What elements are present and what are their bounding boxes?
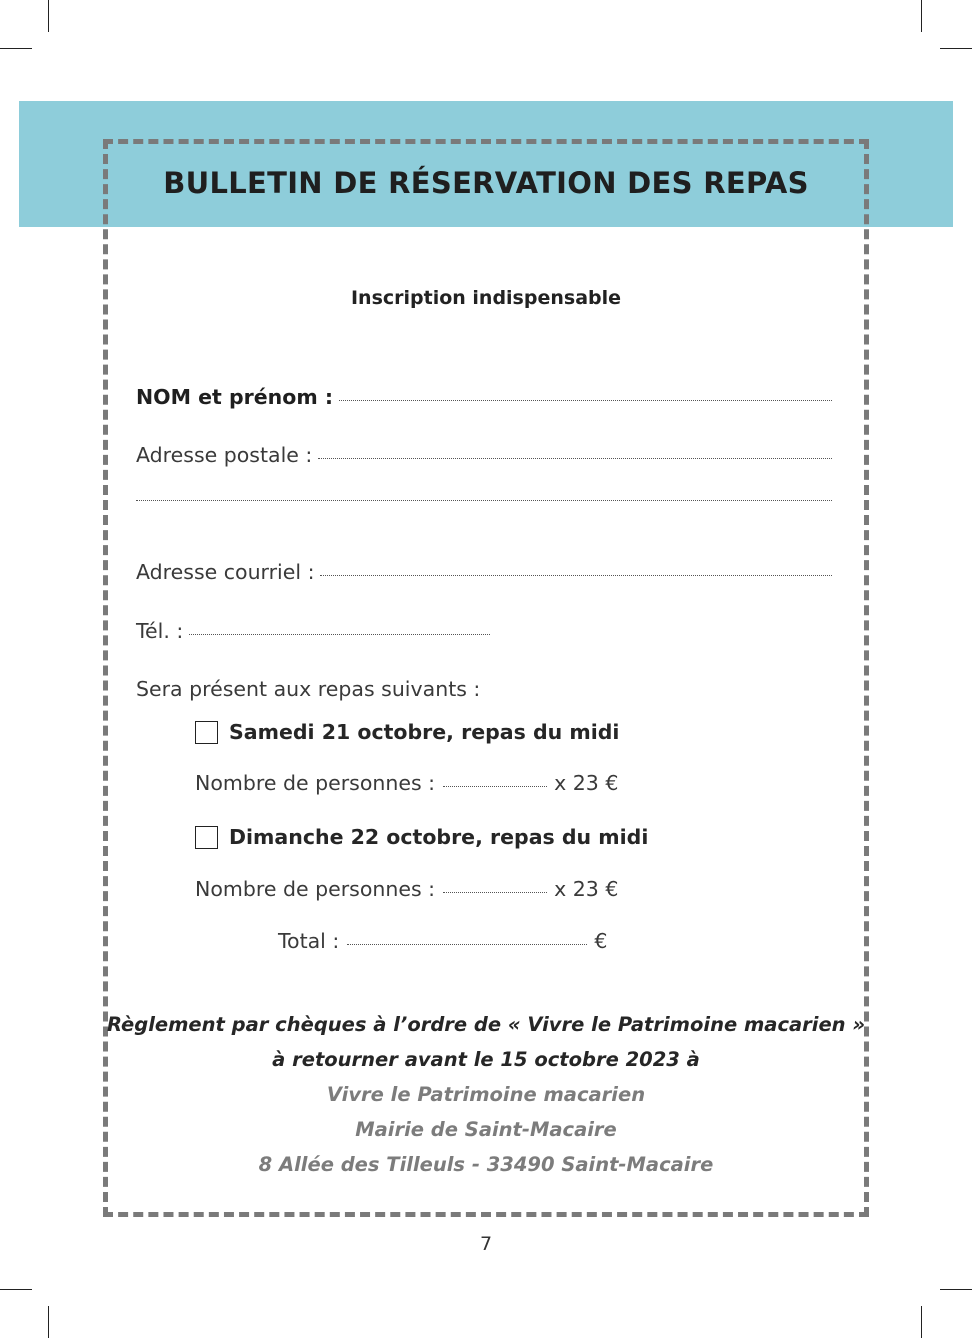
name-label: NOM et prénom : [136,385,334,409]
address-organization: Vivre le Patrimoine macarien [326,1083,646,1106]
meal-sunday-row [195,825,648,849]
saturday-persons-field[interactable] [443,786,547,787]
crop-mark [48,1306,49,1338]
saturday-persons-row [195,771,618,795]
total-unit: € [594,929,608,953]
address-field[interactable] [318,458,832,459]
crop-mark [940,48,972,49]
phone-label: Tél. : [136,619,184,643]
total-label: Total : [278,929,340,953]
meal-saturday-checkbox[interactable] [195,721,218,744]
form-title: BULLETIN DE RÉSERVATION DES REPAS [163,166,809,200]
address-street: 8 Allée des Tilleuls - 33490 Saint-Macaire [258,1153,714,1176]
address-line-2-row [136,503,832,504]
sunday-persons-field[interactable] [443,892,547,893]
sunday-persons-row [195,877,618,901]
payment-deadline: à retourner avant le 15 octobre 2023 à [272,1048,700,1071]
crop-mark [921,1306,922,1338]
form-subtitle: Inscription indispensable [350,287,622,309]
page-number: 7 [479,1233,493,1255]
crop-mark [0,1289,32,1290]
crop-mark [48,0,49,32]
name-row [136,385,832,409]
address-mairie: Mairie de Saint-Macaire [355,1118,617,1141]
name-field[interactable] [339,400,832,401]
meal-sunday-label: Dimanche 22 octobre, repas du midi [229,825,649,849]
saturday-persons-label: Nombre de personnes : [195,771,436,795]
address-row [136,443,832,467]
phone-row [136,619,490,643]
total-row [278,929,607,953]
meal-saturday-row [195,720,619,744]
phone-field[interactable] [189,634,490,635]
meal-sunday-checkbox[interactable] [195,826,218,849]
email-label: Adresse courriel : [136,560,315,584]
crop-mark [0,48,32,49]
crop-mark [940,1289,972,1290]
crop-mark [921,0,922,32]
saturday-price: x 23 € [554,771,619,795]
sunday-persons-label: Nombre de personnes : [195,877,436,901]
email-field[interactable] [320,575,832,576]
address-line-2-field[interactable] [136,500,832,501]
sunday-price: x 23 € [554,877,619,901]
email-row [136,560,832,584]
meals-intro: Sera présent aux repas suivants : [136,677,481,701]
meal-saturday-label: Samedi 21 octobre, repas du midi [229,720,620,744]
payment-instructions: Règlement par chèques à l’ordre de « Vivre le Patrimoine macarien » [106,1013,866,1036]
total-field[interactable] [347,944,587,945]
address-label: Adresse postale : [136,443,313,467]
